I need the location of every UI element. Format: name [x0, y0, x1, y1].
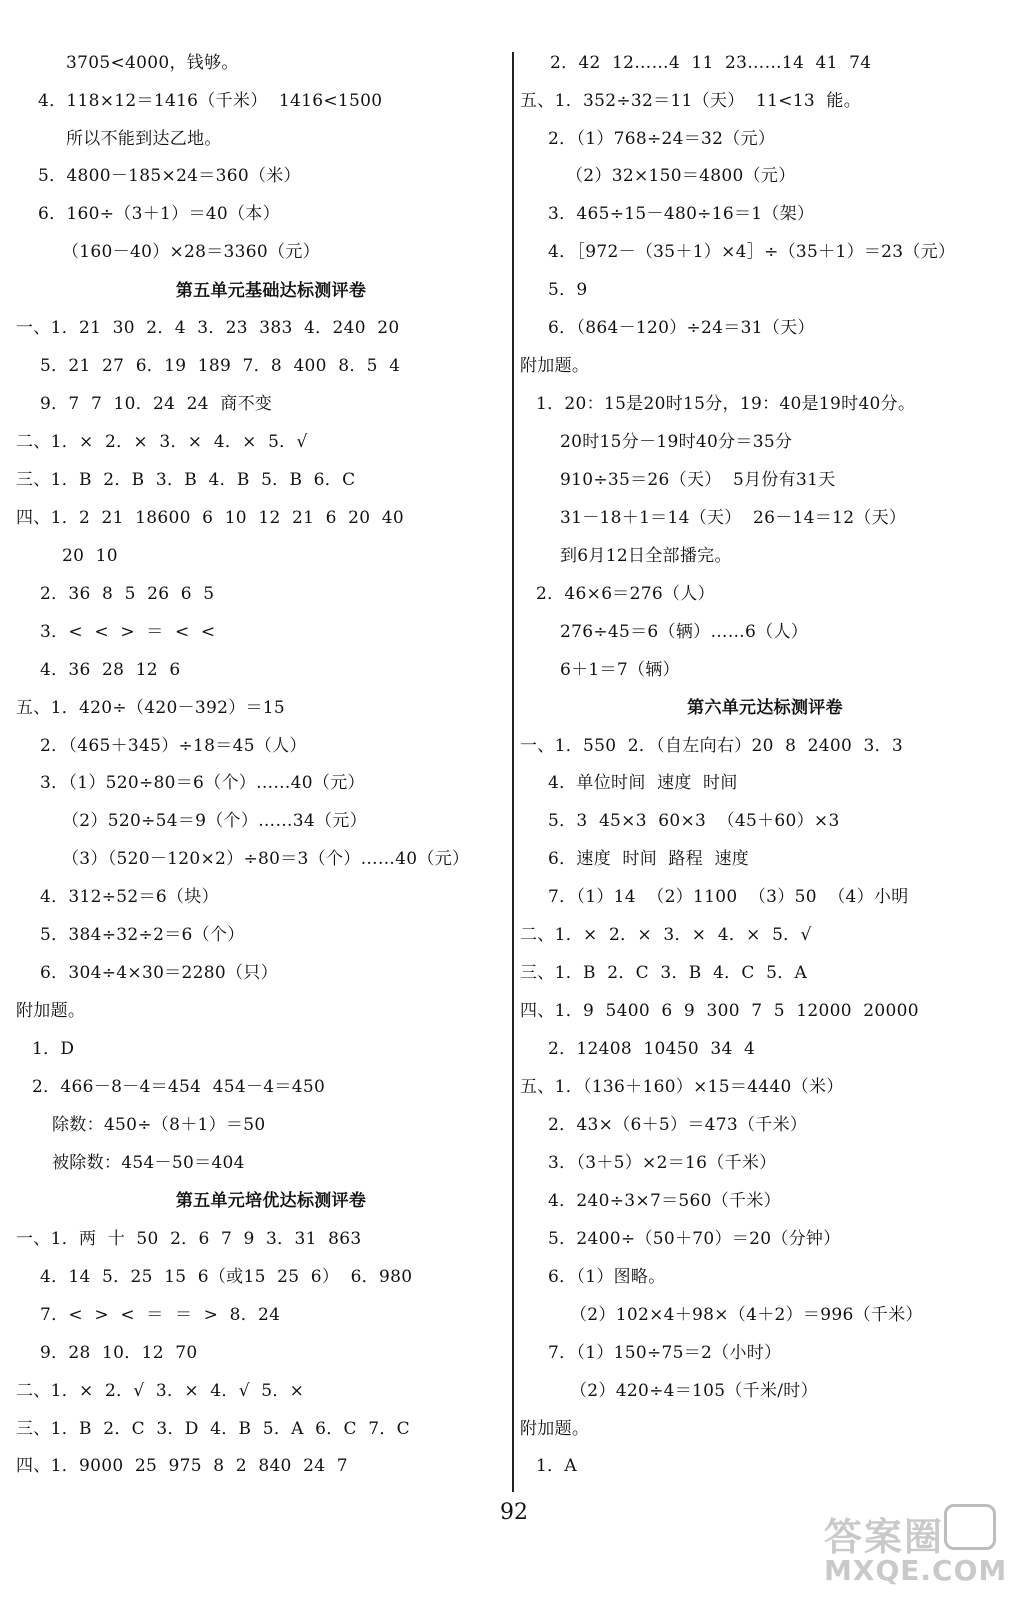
answer-line: 四、1．9000 25 975 8 2 840 24 7: [16, 1456, 348, 1476]
column-divider: [512, 52, 514, 1492]
answer-line: 被除数：454－50＝404: [52, 1153, 245, 1173]
answer-line: 5．4800－185×24＝360（米）: [38, 166, 301, 186]
answer-line: 一、1．550 2．（自左向右）20 8 2400 3．3: [520, 736, 904, 756]
answer-line: 4．240÷3×7＝560（千米）: [548, 1191, 781, 1211]
answer-line: 5．21 27 6．19 189 7．8 400 8．5 4: [40, 356, 401, 376]
answer-line: 2．（465＋345）÷18＝45（人）: [40, 736, 307, 756]
answer-line: 4．单位时间 速度 时间: [548, 773, 738, 793]
answer-line: 7．（1）14 （2）1100 （3）50 （4）小明: [548, 887, 909, 907]
answer-line: 6．（864－120）÷24＝31（天）: [548, 318, 815, 338]
answer-line: 4．［972－（35＋1）×4］÷（35＋1）＝23（元）: [548, 242, 956, 262]
answer-line: 20时15分－19时40分＝35分: [560, 432, 793, 452]
answer-line: 1．20：15是20时15分，19：40是19时40分。: [536, 394, 916, 414]
answer-line: 276÷45＝6（辆）……6（人）: [560, 622, 809, 642]
answer-line: 2．42 12……4 11 23……14 41 74: [550, 53, 872, 73]
watermark-logo: [824, 1500, 1014, 1590]
answer-line: 31－18＋1＝14（天） 26－14＝12（天）: [560, 508, 907, 528]
answer-line: 3．（3＋5）×2＝16（千米）: [548, 1153, 777, 1173]
answer-line: （2）420÷4＝105（千米/时）: [570, 1381, 818, 1401]
section-heading: 第六单元达标测评卷: [687, 698, 843, 718]
section-heading: 第五单元培优达标测评卷: [175, 1191, 367, 1211]
answer-line: 3．（1）520÷80＝6（个）……40（元）: [40, 773, 365, 793]
watermark-url: MXQE.COM: [824, 1554, 1008, 1587]
answer-line: 五、1．（136＋160）×15＝4440（米）: [520, 1077, 844, 1097]
answer-line: 四、1．9 5400 6 9 300 7 5 12000 20000: [520, 1001, 919, 1021]
answer-line: 1．A: [536, 1456, 577, 1476]
answer-line: 7．（1）150÷75＝2（小时）: [548, 1343, 782, 1363]
answer-line: 二、1．× 2．× 3．× 4．× 5．√: [16, 432, 308, 452]
answer-line: （2）520÷54＝9（个）……34（元）: [62, 811, 367, 831]
answer-line: 2．46×6＝276（人）: [536, 584, 715, 604]
answer-line: 附加题。: [16, 1001, 86, 1021]
answer-line: 2．（1）768÷24＝32（元）: [548, 129, 776, 149]
answer-line: 6．速度 时间 路程 速度: [548, 849, 750, 869]
answer-line: 三、1．B 2．B 3．B 4．B 5．B 6．C: [16, 470, 356, 490]
answer-line: （2）32×150＝4800（元）: [566, 166, 796, 186]
answer-line: 3705<4000，钱够。: [66, 53, 239, 73]
answer-line: 所以不能到达乙地。: [66, 129, 222, 149]
section-heading: 第五单元基础达标测评卷: [175, 281, 367, 301]
answer-line: 4．118×12＝1416（千米） 1416<1500: [38, 91, 383, 111]
answer-line: 除数：450÷（8＋1）＝50: [52, 1115, 266, 1135]
answer-line: 四、1．2 21 18600 6 10 12 21 6 20 40: [16, 508, 405, 528]
answer-line: 9．7 7 10．24 24 商不变: [40, 394, 273, 414]
answer-line: 3．465÷15－480÷16＝1（架）: [548, 204, 815, 224]
answer-line: 5．9: [548, 280, 588, 300]
answer-line: 附加题。: [520, 356, 590, 376]
answer-line: 6＋1＝7（辆）: [560, 660, 680, 680]
answer-line: 三、1．B 2．C 3．B 4．C 5．A: [520, 963, 808, 983]
answer-line: 4．36 28 12 6: [40, 660, 181, 680]
answer-line: 2．36 8 5 26 6 5: [40, 584, 215, 604]
answer-line: 7．< > < ＝ ＝ > 8．24: [40, 1305, 281, 1325]
answer-line: 到6月12日全部播完。: [560, 546, 732, 566]
answer-line: 6．160÷（3＋1）＝40（本）: [38, 204, 280, 224]
answer-line: 2．12408 10450 34 4: [548, 1039, 756, 1059]
answer-line: （160－40）×28＝3360（元）: [62, 242, 320, 262]
answer-line: 五、1．352÷32＝11（天） 11<13 能。: [520, 91, 861, 111]
answer-line: 一、1．两 十 50 2．6 7 9 3．31 863: [16, 1229, 362, 1249]
answer-line: 5．3 45×3 60×3 （45＋60）×3: [548, 811, 840, 831]
answer-line: 三、1．B 2．C 3．D 4．B 5．A 6．C 7．C: [16, 1419, 410, 1439]
answer-line: 6．304÷4×30＝2280（只）: [40, 963, 278, 983]
watermark-text: 答案圈: [824, 1514, 945, 1559]
answer-line: 五、1．420÷（420－392）＝15: [16, 698, 286, 718]
answer-line: （3）（520－120×2）÷80＝3（个）……40（元）: [62, 849, 470, 869]
answer-line: 20 10: [62, 546, 118, 566]
answer-line: 6．（1）图略。: [548, 1267, 666, 1287]
answer-line: 一、1．21 30 2．4 3．23 383 4．240 20: [16, 318, 400, 338]
page-number: 92: [500, 1500, 528, 1525]
answer-line: （2）102×4＋98×（4＋2）＝996（千米）: [570, 1305, 923, 1325]
answer-line: 2．466－8－4＝454 454－4＝450: [32, 1077, 326, 1097]
answer-line: 附加题。: [520, 1419, 590, 1439]
answer-line: 1．D: [32, 1039, 75, 1059]
answer-line: 5．2400÷（50＋70）＝20（分钟）: [548, 1229, 841, 1249]
answer-line: 二、1．× 2．√ 3．× 4．√ 5．×: [16, 1381, 305, 1401]
answer-line: 9．28 10．12 70: [40, 1343, 198, 1363]
answer-line: 910÷35＝26（天） 5月份有31天: [560, 470, 836, 490]
answer-line: 5．384÷32÷2＝6（个）: [40, 925, 245, 945]
answer-line: 2．43×（6＋5）＝473（千米）: [548, 1115, 808, 1135]
watermark-icon: [944, 1504, 996, 1550]
answer-line: 4．14 5．25 15 6（或15 25 6） 6．980: [40, 1267, 413, 1287]
answer-line: 二、1．× 2．× 3．× 4．× 5．√: [520, 925, 812, 945]
answer-line: 4．312÷52＝6（块）: [40, 887, 219, 907]
answer-line: 3．< < > ＝ < <: [40, 622, 216, 642]
